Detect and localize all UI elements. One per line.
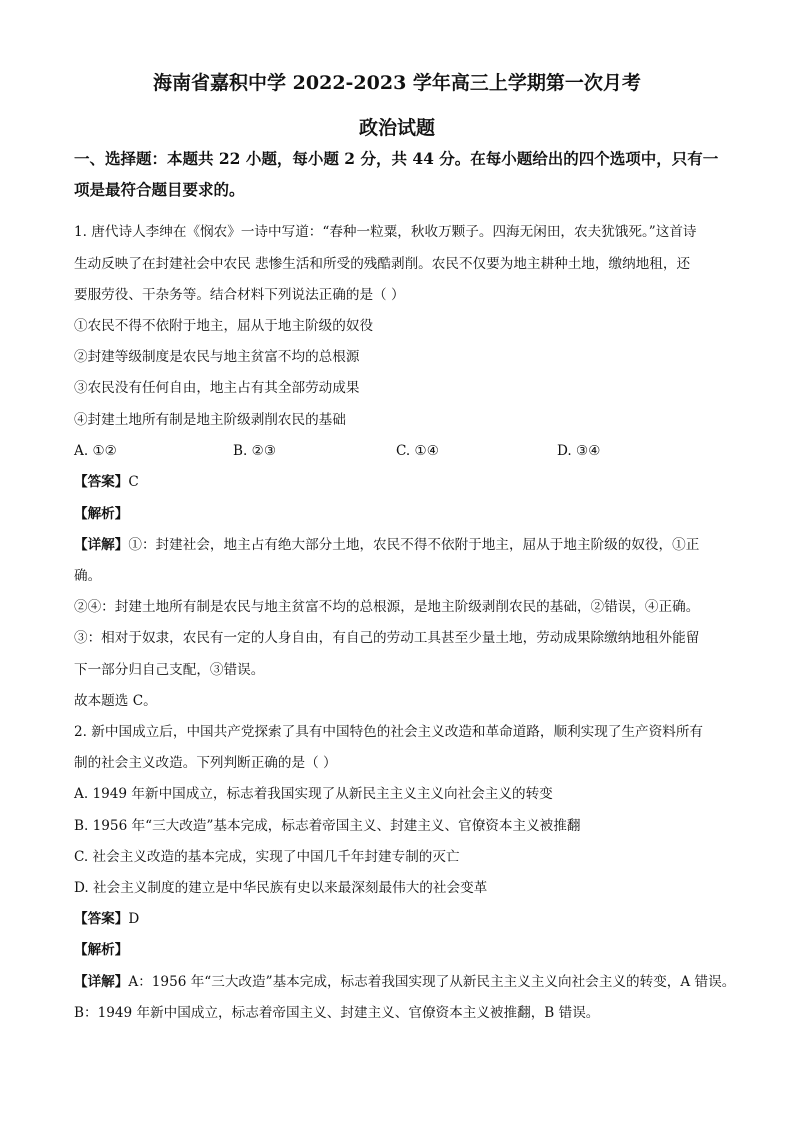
q1-answer [74,473,139,491]
detail-text: A：1956 年“三大改造”基本完成，标志着我国实现了从新民主主义主义向社会主义的转变，A 错误。 [128,974,736,990]
page-title: 海南省嘉积中学 2022-2023 学年高三上学期第一次月考 [153,72,641,94]
q2-option-c: C. 社会主义改造的基本完成，实现了中国几千年封建专制的灭亡 [74,849,460,865]
q1-stem-line2: 生动反映了在封建社会中农民 悲惨生活和所受的残酷剥削。农民不仅要为地主耕种土地，缴纳地租，还 [74,256,691,272]
q1-item-2: ②封建等级制度是农民与地主贫富不均的总根源 [74,349,360,365]
q2-option-a: A. 1949 年新中国成立，标志着我国实现了从新民主主义主义向社会主义的转变 [74,786,553,802]
q1-detail-line1 [74,536,699,554]
q1-item-1: ①农民不得不依附于地主，屈从于地主阶级的奴役 [74,318,374,334]
detail-label: 【详解】 [74,537,129,553]
q2-answer [74,910,139,928]
answer-value: C [128,474,139,490]
q1-item-4: ④封建土地所有制是地主阶级剥削农民的基础 [74,412,346,428]
q1-detail-line2: 确。 [74,568,102,584]
answer-value: D [128,911,140,927]
answer-label: 【答案】 [74,474,129,490]
q1-detail-line3: ②④：封建土地所有制是农民与地主贫富不均的总根源，是地主阶级剥削农民的基础，②错误，④正确。 [74,599,700,615]
q1-item-3: ③农民没有任何自由，地主占有其全部劳动成果 [74,380,360,396]
q1-analysis-label: 【解析】 [74,506,129,522]
answer-label: 【答案】 [74,911,129,927]
q2-option-b: B. 1956 年“三大改造”基本完成，标志着帝国主义、封建主义、官僚资本主义被推翻 [74,818,581,834]
q2-stem-line2: 制的社会主义改造。下列判断正确的是（ ） [74,755,337,771]
q1-option-c: C. ①④ [396,443,439,459]
section-heading-line2: 项是最符合题目要求的。 [74,180,245,199]
detail-text: ①：封建社会，地主占有绝大部分土地，农民不得不依附于地主，屈从于地主阶级的奴役，①正 [128,537,700,553]
q1-option-b: B. ②③ [233,443,277,459]
q2-detail-line2: B：1949 年新中国成立，标志着帝国主义、封建主义、官僚资本主义被推翻，B 错误。 [74,1005,600,1021]
detail-label: 【详解】 [74,974,129,990]
q1-stem-line3: 要服劳役、干杂务等。结合材料下列说法正确的是（ ） [74,287,405,303]
q1-detail-line4: ③：相对于奴隶，农民有一定的人身自由，有自己的劳动工具甚至少量土地，劳动成果除缴纳地租外能留 [74,630,700,646]
q2-stem-line1: 2. 新中国成立后，中国共产党探索了具有中国特色的社会主义改造和革命道路，顺利实现了生产资料所有 [74,724,704,740]
q2-detail-line1 [74,973,735,991]
q1-detail-line5: 下一部分归自己支配，③错误。 [74,662,265,678]
q1-conclusion: 故本题选 C。 [74,693,157,709]
section-heading-line1: 一、选择题：本题共 22 小题，每小题 2 分，共 44 分。在每小题给出的四个选项中，只有一 [74,149,719,168]
q2-analysis-label: 【解析】 [74,942,129,958]
q1-option-d: D. ③④ [557,443,601,459]
q1-stem-line1: 1. 唐代诗人李绅在《悯农》一诗中写道：“春种一粒粟，秋收万颗子。四海无闲田，农夫犹饿死。”这首诗 [74,224,697,240]
page-subtitle: 政治试题 [358,117,435,139]
q2-option-d: D. 社会主义制度的建立是中华民族有史以来最深刻最伟大的社会变革 [74,880,488,896]
q1-option-a: A. ①② [74,443,117,459]
